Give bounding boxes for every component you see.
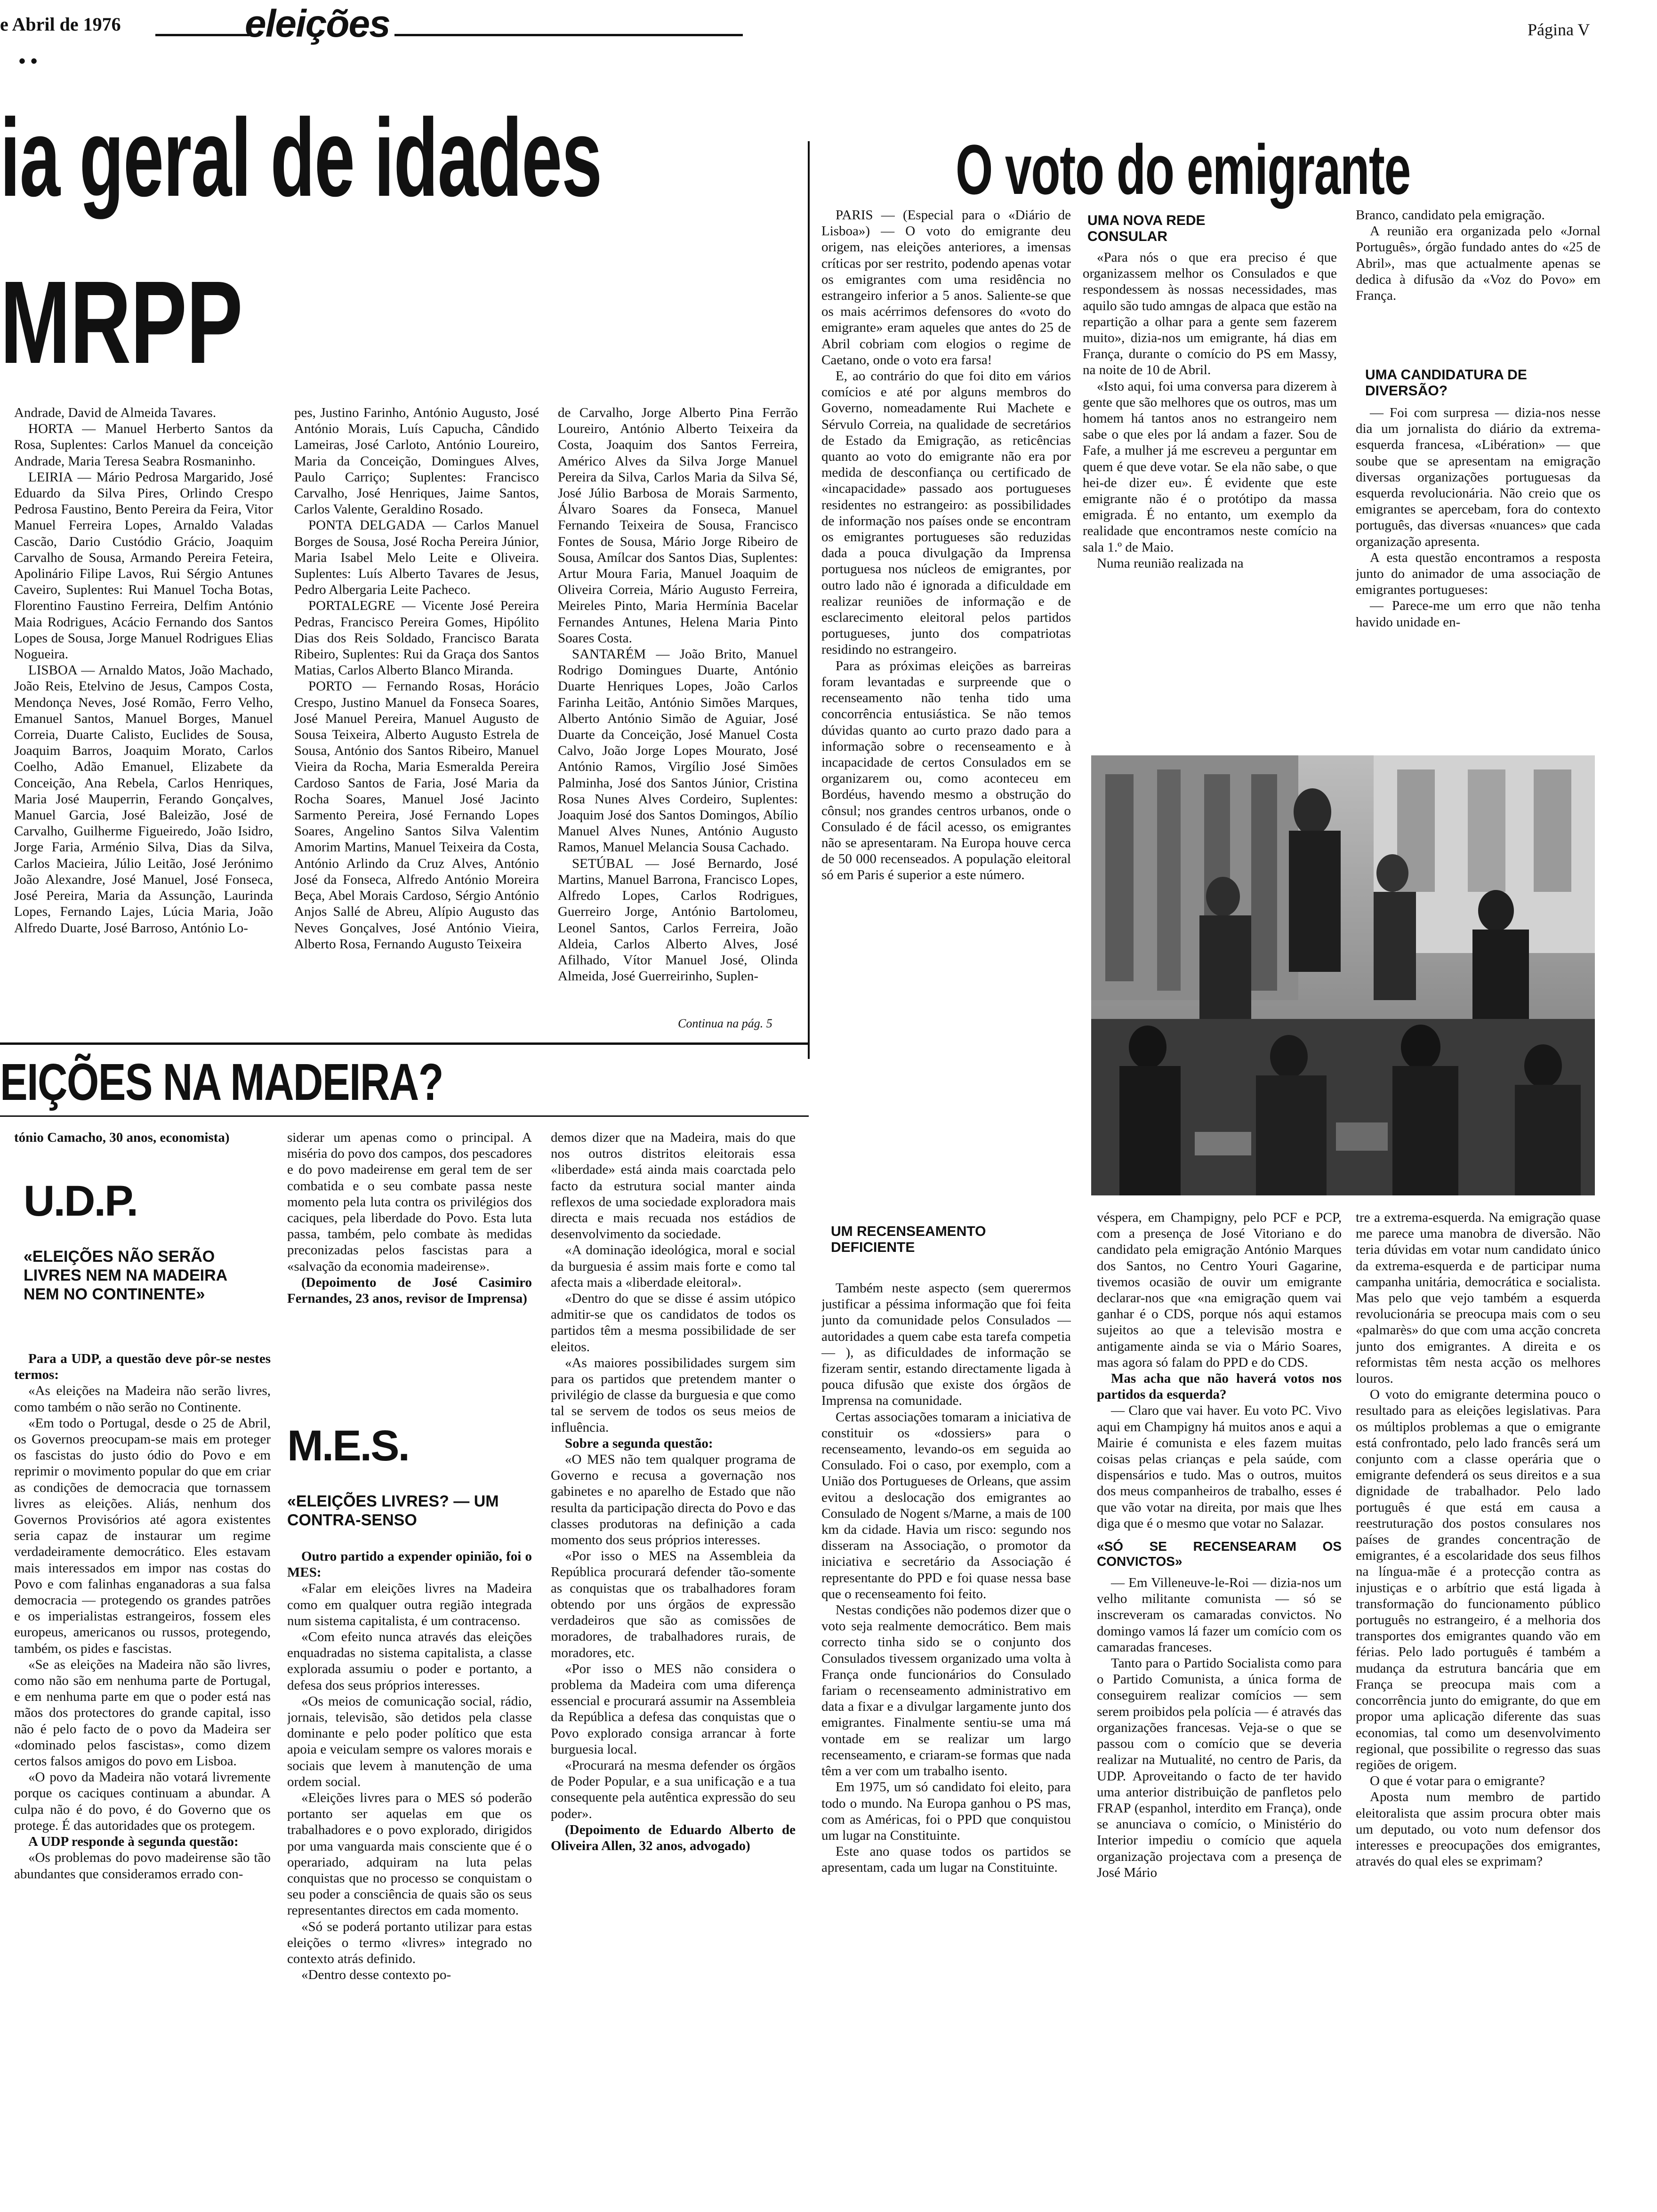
emigrant-text: tre a extrema-esquerda. Na emigração quase me parece uma manobra de diversão. Não teria dúvidas em votar num candidato único da extrema-esquerda e de participar numa campanha unitária, democrática e socialista. Mas pelo que vejo também a esquerda revolucionária se preocupa mais com o seu «palmarès» do que com uma acção concreta junto dos emigrantes. A direita e os reformistas têm nesta acção os melhores louros. [1356, 1210, 1601, 1387]
emigrant-text: E, ao contrário do que foi dito em vários comícios e até por alguns membros do Governo, nomeadamente Rui Machete e Sérvulo Correia, na qualidade de secretários de Estado da Emigração, as reticências quanto ao voto do emigrante não era por medida de desconfiança ou certificado de «incapacidade» passado aos portugueses residentes no estrangeiro: as possibilidades de informação nos países onde se encontram os emigrantes portugueses são reduzidas dada a pouca divulgação da Imprensa portuguesa nos núcleos de emigrantes, por outro lado não é ignorada a dificuldade em realizar reuniões de informação e de esclarecimento eleitoral pelos partidos portugueses, junto dos compatriotas residindo no estrangeiro. [821, 369, 1071, 657]
emigrant-text: — Claro que vai haver. Eu voto PC. Vivo aqui em Champigny há muitos anos e aqui a Mairie é comunista e eles fazem muitas coisas pelas crianças e pela saúde, com dispensários e tudo. Mas o outros, muitos dos meus companheiros de trabalho, esses é que vão votar na direita, por mais que lhes diga que é o mesmo que votar no Salazar. [1097, 1403, 1342, 1531]
emigrant-title: O voto do emigrante [956, 130, 1410, 209]
mes-text: «As maiores possibilidades surgem sim para os partidos que pretendem manter o privilégio de classe da burguesia e que como tal se servem de todos os seus meios de influência. [551, 1355, 796, 1435]
udp-text: siderar um apenas como o principal. A miséria do povo dos campos, dos pescadores e do povo madeirense em geral tem de ser combatida e o seu combate passa neste momento pela luta contra os privilégios dos caciques, pela liberdade do Povo. Esta luta passa, também, pelo combate às medidas preconizadas pelos fascistas para a «salvação da economia madeirense». [287, 1130, 532, 1274]
mes-subheading: «ELEIÇÕES LIVRES? — UM CONTRA-SENSO [287, 1492, 499, 1529]
candidates-text: HORTA — Manuel Herberto Santos da Rosa, Suplentes: Carlos Manuel da conceição Andrade, Maria Teresa Seabra Rosmaninho. [14, 421, 273, 469]
emigrant-text: Nestas condições não podemos dizer que o voto seja realmente democrático. Bem mais correcto tinha sido se o conjunto dos Consulados tivessem organizado uma volta à França onde funcionários do Consulado fariam o recenseamento administrativo em data a fixar e a divulgar largamente junto dos emigrantes. Finalmente sentiu-se uma má vontade em se realizar um largo recenseamento, e criaram-se formas que nada têm a ver com um trabalho isento. [821, 1603, 1071, 1779]
candidates-column-3 [558, 405, 798, 1007]
convictos-heading: «SÓ SE RECENSEARAM OS CONVICTOS» [1097, 1539, 1342, 1569]
udp-text: «Os problemas do povo madeirense são tão abundantes que consideramos errado con- [14, 1850, 271, 1882]
mes-text: «Dentro do que se disse é assim utópico admitir-se que os candidatos de todos os partidos têm a mesma possibilidade de ser eleitos. [551, 1291, 796, 1354]
emigrant-text: Numa reunião realizada na [1097, 555, 1244, 571]
emigrant-text: A reunião era organizada pelo «Jornal Português», órgão fundado antes do «25 de Abril», mas que actualmente apenas se dedica à difusão da «Voz do Povo» em França. [1356, 224, 1601, 304]
madeira-column-2b [287, 1548, 532, 2198]
section-rule [0, 1042, 809, 1045]
issue-date: e Abril de 1976 [0, 14, 121, 35]
bullet-dots: • • [19, 51, 38, 72]
mes-text: «Os meios de comunicação social, rádio, jornais, televisão, são detidos pela classe dominante e pelo poder político que esta apoia e veiculam sempre os valores morais e sociais que levem à manutenção de uma ordem social. [287, 1693, 532, 1789]
emigrant-column-1b [821, 1280, 1071, 2198]
emigrant-column-2 [1083, 249, 1337, 720]
madeira-column-2 [287, 1130, 532, 1365]
udp-subheading: «ELEIÇÕES NÃO SERÃO LIVRES NEM NA MADEIRA NEM NO CONTINENTE» [24, 1248, 227, 1303]
candidates-text: PORTALEGRE — Vicente José Pereira Pedras, Francisco Pereira Gomes, Hipólito Dias dos Reis Soldado, Francisco Barata Ribeiro, Suplentes: Rui da Graça dos Santos Matias, Carlos Alberto Blanco Miranda. [294, 598, 539, 678]
madeira-column-1 [14, 1351, 271, 2198]
emigrant-text: PARIS — (Especial para o «Diário de Lisboa») — O voto do emigrante deu origem, nas eleições anteriores, a imensas críticas por ser restrito, podendo apenas votar os emigrantes com uma residência no estrangeiro inferior a 5 anos. Saliente-se que os mais acérrimos defensores do «voto do emigrante» eram aqueles que antes do 25 de Abril cobriam com elogios o regime de Caetano, onde o voto era farsa! [821, 208, 1071, 368]
udp-text: «O povo da Madeira não votará livremente porque os caciques continuam a abundar. A culpa não é do povo, é do Governo que os protege. É das autoridades que os protegem. [14, 1770, 271, 1833]
esquerda-heading: Mas acha que não haverá votos nos partidos da esquerda? [1097, 1371, 1342, 1403]
candidates-column-2 [294, 405, 539, 1035]
emigrant-column-3b [1356, 405, 1601, 734]
udp-text: «Se as eleições na Madeira não são livres, como não são em nenhuma parte de Portugal, e em nenhuma parte em que o poder está nas mãos dos protectores do grande capital, isso não é pelo facto de o povo da Madeira ser «dominado pelos fascistas», como dizem certos falsos amigos do povo em Lisboa. [14, 1657, 271, 1769]
udp-text: A UDP responde à segunda questão: [28, 1834, 239, 1850]
candidates-text: PONTA DELGADA — Carlos Manuel Borges de Sousa, José Rocha Pereira Júnior, Maria Isabel Melo Leite e Oliveira. Suplentes: Luís Alberto Tavares de Jesus, Pedro Albergaria Leite Pacheco. [294, 518, 539, 598]
vertical-divider-main [808, 141, 810, 1059]
emigrant-text: — Foi com surpresa — dizia-nos nesse dia um jornalista do diário da extrema-esquerda francesa, «Libération» — que soube que se apresentam na emigração diversas organizações portuguesas da esquerda revolucionária. Não creio que os emigrantes se apercebam, fora do contexto português, das diversas «nuances» que cada organização apresenta. [1356, 405, 1601, 549]
mes-text: «Dentro desse contexto po- [301, 1967, 451, 1983]
article-title-line1: ia geral de idades [0, 96, 602, 219]
page-number: Página V [1528, 20, 1590, 39]
section-title: eleições [245, 2, 390, 45]
mes-text: «O MES não tem qualquer programa de Governo e recusa a governação nos gabinetes e no aparelho de Estado que não resulta da participação directa do Povo e das classes produtoras na definição a cada momento dos seus próprios interesses. [551, 1452, 796, 1548]
candidates-text: PORTO — Fernando Rosas, Horácio Crespo, Justino Manuel da Fonseca Soares, José Manuel Pereira, Manuel Augusto de Sousa Teixeira, Alberto Augusto Estrela de Sousa, António dos Santos Ribeiro, Manuel Vieira da Rocha, Maria Esmeralda Pereira Cardoso Santos de Faria, José Maria da Rocha Soares, Manuel José Jacinto Sarmento Pereira, José Fernando Lopes Soares, Angelino Santos Silva Valentim Amorim Martins, Manuel Teixeira da Costa, António Arlindo da Cruz Alves, António José da Fonseca, Alfredo António Moreira Beça, Abel Morais Cardoso, Sérgio António Anjos Sallé de Abreu, Alípio Augusto das Neves Gonçalves, José António Vieira, Alberto Rosa, Fernando Augusto Teixeira [294, 679, 539, 952]
continued-note: Continua na pág. 5 [678, 1017, 772, 1030]
mes-text: demos dizer que na Madeira, mais do que nos outros distritos eleitorais essa «liberdade» está ainda mais coarctada pelo facto da estrutura social manter ainda reflexos de uma sociedade exploradora mais directa e mais recuada nos estádios de desenvolvimento da sociedade. [551, 1130, 796, 1242]
diversao-heading: UMA CANDIDATURA DE DIVERSÃO? [1365, 367, 1527, 399]
emigrant-text: Para as próximas eleições as barreiras foram levantadas e surpreende que o recenseamento não tenha tido uma concorrência entusiástica. Se não temos dúvidas quanto ao curto prazo dado para a informação sobre o recenseamento e à incapacidade de certos Consulados em se organizarem ou, como aconteceu em Bordéus, havendo mesmo a obstrução do cônsul; nos grandes centros urbanos, onde o Consulado é de fácil acesso, os emigrantes não se apresentaram. Na Europa houve cerca de 50 000 recenseados. A população eleitoral só em Paris é superior a este número. [821, 658, 1071, 883]
emigrant-text: «Isto aqui, foi uma conversa para dizerem à gente que são melhores que os outros, mas um homem há tantos anos no estrangeiro nem sabe o que eles por lá andam a fazer. Sou de Fafe, a mulher já me escreveu a perguntar em quem é que deve votar. Se ela não sabe, o que hei-de dizer eu». É evidente que este emigrante não é o protótipo da massa emigrada. É no entanto, um exemplo da realidade que encontramos neste comício na sala 1.º de Maio. [1083, 378, 1337, 555]
header-rule-left [155, 34, 249, 36]
emigrant-text: «Para nós o que era preciso é que organizassem melhor os Consulados e que respondessem às nossas necessidades, mas aquilo são tudo amngas de alpaca que estão na repartição a olhar para a gente sem fazerem muito», dizia-nos um emigrante, há dias em França, durante o comício do PS em Massy, na noite de 10 de Abril. [1083, 250, 1337, 378]
emigrant-text: O que é votar para o emigrante? [1370, 1773, 1545, 1789]
mes-text: «Falar em eleições livres na Madeira como em qualquer outra região integrada num sistema capitalista, é um contracenso. [287, 1581, 532, 1628]
candidates-text: LISBOA — Arnaldo Matos, João Machado, João Reis, Etelvino de Jesus, Campos Costa, Mendonça Neves, José Romão, Ferro Velho, Emanuel Santos, Manuel Borges, Manuel Correia, Duarte Calisto, Euclides de Sousa, Joaquim Barros, Joaquim Morato, Carlos Coelho, Adão Emanuel, Elizabete da Conceição, Ana Rebela, Carlos Henriques, Maria José Mauperrin, Ferando Gonçalves, Manuel Garcia, José Baleizão, José de Carvalho, Guilherme Figueiredo, João Isidro, Jorge Faria, Arménio Silva, Dias da Silva, Carlos Macieira, Júlio Leitão, José Jerónimo João Alexandre, José Manuel, José Fonseca, José Pereira, Maria da Assunção, Laurinda Lopes, Fernando Lajes, Lúcia Maria, João Alfredo Duarte, José Barroso, António Lo- [14, 663, 273, 936]
mes-text: «Com efeito nunca através das eleições enquadradas no sistema capitalista, a classe explorada assumiu o poder e portanto, a defesa dos seus próprios interesses. [287, 1629, 532, 1693]
candidates-text: pes, Justino Farinho, António Augusto, José António Morais, Luís Capucha, Cândido Lameiras, José Carloto, António Loureiro, Maria da Conceição, Domingues Alves, Paulo Carriço; Suplentes: Francisco Carvalho, José Henriques, Jaime Santos, Carlos Valente, Geraldino Rosado. [294, 405, 539, 517]
candidates-text: LEIRIA — Mário Pedrosa Margarido, José Eduardo da Silva Pires, Orlindo Crespo Pedrosa Faustino, Bento Pereira da Feira, Vitor Manuel Ferreira Lopes, Arnaldo Valadas Cascão, Dario Custódio Grácio, Joaquim Carvalho de Sousa, Armando Pereira Feteira, Apolinário Filipe Lavos, Rui Sérgio Antunes Caveiro, Suplentes: Rui Manuel Tocha Botas, Florentino Faustino Ferreira, Delfim António Maia Rodrigues, Acácio Fernando dos Santos Lopes de Sousa, Jorge Manuel Rodrigues Elias Nogueira. [14, 469, 273, 662]
emigrant-text: — Em Villeneuve-le-Roi — dizia-nos um velho militante comunista — só se inscreveram os camaradas convictos. No domingo vamos lá fazer um comício com os camaradas franceses. [1097, 1575, 1342, 1655]
madeira-intro-text: tónio Camacho, 30 anos, economista) [14, 1130, 230, 1145]
madeira-title-rule [0, 1115, 809, 1117]
article-title-line2: MRPP [0, 256, 242, 388]
emigrant-lower-column-3 [1356, 1210, 1601, 2198]
emigrant-column-1 [821, 207, 1071, 1200]
emigrant-lower-column-2 [1097, 1210, 1342, 2198]
candidates-text: SANTARÉM — João Brito, Manuel Rodrigo Domingues Duarte, António Duarte Henriques Lopes, João Carlos Farinha Leitão, António Simões Marques, Alberto António Simão de Aguiar, José Duarte da Conceição, José Manuel Costa Calvo, João Jorge Lopes Mourato, José António Ramos, Virgílio José Simões Palminha, José dos Santos Júnior, Cristina Rosa Nunes Alves Cordeiro, Suplentes: Joaquim José dos Santos Domingos, Abílio Manuel Alves Nunes, António Augusto Ramos, Manuel Melancia Sousa Cachado. [558, 647, 798, 855]
emigrant-text: Também neste aspecto (sem querermos justificar a péssima informação que foi feita junto da comunidade pelos Consulados — autoridades a quem cabe esta tarefa competia — ), as dificuldades de informação se fizeram sentir, estando directamente ligada à pouca difusão que existe dos órgãos de Imprensa na comunidade. [821, 1281, 1071, 1409]
emigrant-text: A esta questão encontramos a resposta junto do animador de uma associação de emigrantes portugueses: [1356, 550, 1601, 598]
emigrant-column-3 [1356, 207, 1601, 348]
udp-text: Para a UDP, a questão deve pôr-se nestes termos: [14, 1351, 271, 1383]
emigrant-text: — Parece-me um erro que não tenha havido unidade en- [1356, 598, 1601, 630]
emigrant-text: Tanto para o Partido Socialista como para o Partido Comunista, a única forma de conseguirem realizar comícios — sem serem proibidos pela polícia — é através das organizações francesas. Veja-se o que se passou com o comício que se deveria realizar na Mutualité, no centro de Paris, da UDP. Aproveitando o facto de ter havido uma anterior distribuição de panfletos pelo FRAP (espanhol, interdito em França), onde se anunciava o comício, o Ministério do Interior impediu o comício que aquela organização projectava com a presença de José Mário [1097, 1656, 1342, 1880]
emigrant-text: Branco, candidato pela emigração. [1356, 208, 1545, 223]
emigrant-text: Em 1975, um só candidato foi eleito, para todo o mundo. Na Europa ganhou o PS mas, com as Américas, foi o PPD que conquistou um lugar na Constituinte. [821, 1779, 1071, 1843]
emigrant-text: Aposta num membro de partido eleitoralista que assim procura obter mais um deputado, ou voto num defensor dos interesses e preocupações dos emigrantes, através do qual eles se exprimam? [1356, 1789, 1601, 1869]
mes-text: Sobre a segunda questão: [565, 1435, 713, 1451]
emigrant-photo [1091, 755, 1595, 1195]
mes-text: «Só se poderá portanto utilizar para estas eleições o termo «livres» integrado no contexto atrás definido. [287, 1919, 532, 1967]
mes-attribution: (Depoimento de Eduardo Alberto de Oliveira Allen, 32 anos, advogado) [551, 1822, 796, 1853]
udp-attribution: (Depoimento de José Casimiro Fernandes, 23 anos, revisor de Imprensa) [287, 1274, 532, 1306]
emigrant-text: véspera, em Champigny, pelo PCF e PCP, com a presença de José Vitoriano e do candidato pela emigração António Marques dos Santos, no Centro Youri Gagarine, tivemos ocasião de ouvir um emigrante declarar-nos que «na emigração quem vai ganhar é o CDS, porque nós aqui estamos sujeitos ao que a televisão mostra e antigamente ainda se via o Mário Soares, mas agora só falam do PPD e do CDS. [1097, 1210, 1342, 1370]
emigrant-text: O voto do emigrante determina pouco o resultado para as eleições legislativas. Para os múltiplos problemas a que o emigrante está confrontado, pelo lado francês será um conjunto com a classe operária que o emigrante defenderá os seus direitos e a sua dignidade de trabalhador. Pelo lado português é que está em causa a reestruturação dos postos consulares nos países de grandes concentração de emigrantes, é a escolaridade dos seus filhos na língua-mãe é a protecção contra as injustiças e o arbítrio que está ligada à transformação do funcionamento público português no estrangeiro, é a melhoria dos transportes dos emigrantes quando vão em férias. Pelo lado português é também a mudança da estrutura bancária que em França se preocupa mais com a concorrência junto do emigrante, do que em propor uma aplicação diferente das suas economias, tal como um desenvolvimento regional, que possibilite o regresso das suas regiões de origem. [1356, 1387, 1601, 1772]
madeira-column-3 [551, 1130, 796, 2198]
udp-heading: U.D.P. [24, 1177, 137, 1225]
header-rule-right [394, 34, 743, 36]
udp-text: «Em todo o Portugal, desde o 25 de Abril, os Governos preocupam-se mais em proteger os fascistas do justo ódio do Povo e em reprimir o movimento popular do que em criar as condições de democracia que tornassem livres as eleições. Aliás, nenhum dos Governos Provisórios até agora existentes seria capaz de instaurar um regime verdadeiramente democrático. Eles estavam mais interessados em impor nas costas do Povo e com falinhas enganadoras a sua falsa democracia — protegendo os grandes patrões e os imperialistas estrangeiros, fossem eles europeus, americanos ou russos, protegendo, também, os pides e fascistas. [14, 1415, 271, 1656]
candidates-text: SETÚBAL — José Bernardo, José Martins, Manuel Barrona, Francisco Lopes, Alfredo Lopes, Carlos Rodrigues, Guerreiro Jorge, António Bartolomeu, Leonel Santos, Carlos Ferreira, João Aldeia, Carlos Alberto Alves, José Afilhado, Vítor Manuel José, Olinda Almeida, José Guerreirinho, Suplen- [558, 856, 798, 984]
nova-rede-heading: UMA NOVA REDE CONSULAR [1087, 213, 1206, 244]
madeira-title: EIÇÕES NA MADEIRA? [0, 1053, 443, 1111]
madeira-intro [14, 1130, 259, 1146]
mes-text: Outro partido a expender opinião, foi o MES: [287, 1549, 532, 1580]
emigrant-text: Certas associações tomaram a iniciativa de constituir os «dossiers» para o recenseamento, levando-os em seguida ao Consulado. Foi o caso, por exemplo, com a União dos Portugueses de Orleans, que assim evitou a deslocação dos emigrantes ao Consulado de Nogent s/Marne, a mais de 100 km da cidade. Havia um risco: segundo nos disseram na Associação, o promotor da iniciativa e secretário da Associação é representante do PPD e foi quase nessa base que o recenseamento foi feito. [821, 1409, 1071, 1602]
mes-text: «Por isso o MES na Assembleia da República procurará defender tão-somente as conquistas que os trabalhadores foram obtendo por uns órgãos de expressão verdadeiros que são as comissões de moradores, de trabalhadores rurais, de moradores, etc. [551, 1548, 796, 1660]
emigrant-text: Este ano quase todos os partidos se apresentam, cada um lugar na Constituinte. [821, 1844, 1071, 1875]
candidates-column-1 [14, 405, 273, 1007]
mes-text: «Eleições livres para o MES só poderão portanto ser aquelas em que os trabalhadores e o povo explorado, dirigidos por uma vanguarda mais consciente que é o operariado, adquiram na luta pelas conquistas que no processo se conquistam o seu poder a consciência de quais são os seus representantes directos em cada momento. [287, 1790, 532, 1918]
candidates-text: de Carvalho, Jorge Alberto Pina Ferrão Loureiro, António Alberto Teixeira da Costa, Joaquim dos Santos Ferreira, Américo Alves da Silva Jorge Manuel Pereira da Silva, Carlos Maria da Silva Sé, José Júlio Barbosa de Morais Sarmento, Álvaro Soares da Fonseca, Manuel Fernando Teixeira de Sousa, Francisco Fontes de Sousa, Mário Jorge Ribeiro de Sousa, Amílcar dos Santos Dias, Suplentes: Artur Moura Faria, Manuel Joaquim de Oliveira Correia, Mário Augusto Ferreira, Meireles Pinto, Maria Hermínia Bacelar Fernandes Antunes, Helena Maria Pinto Soares Costa. [558, 405, 798, 646]
mes-text: «Por isso o MES não considera o problema da Madeira com uma diferença essencial e procurará assumir na Assembleia da República a defesa das conquistas que o Povo explorado consiga arrancar à forte burguesia local. [551, 1661, 796, 1757]
recens-heading: UM RECENSEAMENTO DEFICIENTE [831, 1224, 986, 1255]
mes-heading: M.E.S. [287, 1422, 409, 1470]
udp-text: «As eleições na Madeira não serão livres, como também o não serão no Continente. [14, 1383, 271, 1415]
mes-text: «Procurará na mesma defender os órgãos de Poder Popular, e a sua unificação e a tua consequente pela autêntica expressão do seu poder». [551, 1757, 796, 1821]
photo-image [1091, 755, 1595, 1195]
candidates-text: Andrade, David de Almeida Tavares. [14, 405, 217, 420]
mes-text: «A dominação ideológica, moral e social da burguesia é assim mais forte e como tal afecta mais a «liberdade eleitoral». [551, 1242, 796, 1290]
